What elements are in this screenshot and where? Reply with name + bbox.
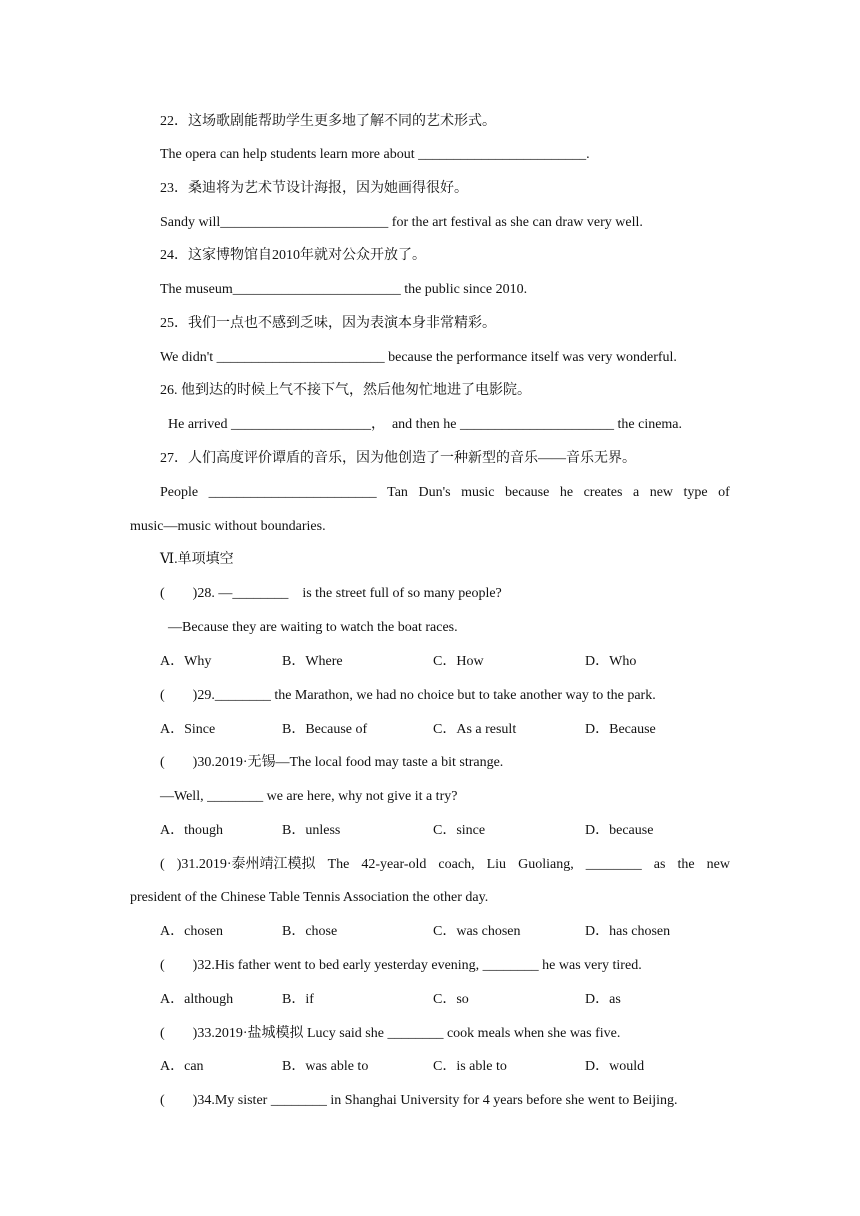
q23-english: Sandy will________________________ for the art festival as she can draw very well.	[160, 215, 643, 230]
word: Tan	[387, 485, 408, 500]
q24-chinese: 24．这家博物馆自2010年就对公众开放了。	[160, 248, 426, 263]
word: he	[559, 485, 574, 500]
q25-english: We didn't ________________________ because the performance itself was very wonderful.	[160, 350, 677, 365]
q24-english: The museum________________________ the public since 2010.	[160, 282, 528, 297]
word: because	[505, 485, 550, 500]
option-b: B．unless	[282, 823, 341, 838]
option-d: D．Who	[585, 654, 637, 669]
word: )31.2019·泰州靖江模拟	[176, 857, 316, 872]
q27-english-line1	[160, 483, 730, 503]
q26-chinese: 26. 他到达的时候上气不接下气，然后他匆忙地进了电影院。	[160, 383, 531, 398]
option-c: C．How	[433, 654, 484, 669]
option-a: A．although	[160, 992, 234, 1007]
word: type	[683, 485, 708, 500]
q26-english: He arrived ____________________， and then he ______________________ the cinema.	[168, 417, 683, 432]
option-a: A．chosen	[160, 924, 223, 939]
q31-stem-line2: president of the Chinese Table Tennis Association the other day.	[130, 890, 489, 905]
option-d: D．has chosen	[585, 924, 671, 939]
word: coach,	[438, 857, 475, 872]
option-a: A．Why	[160, 654, 212, 669]
word: new	[706, 857, 730, 872]
q33-stem: ( )33.2019·盐城模拟 Lucy said she ________ cook meals when she was five.	[160, 1026, 621, 1041]
option-c: C．so	[433, 992, 469, 1007]
option-b: B．if	[282, 992, 314, 1007]
word: music	[461, 485, 495, 500]
word: creates	[583, 485, 623, 500]
section-title: Ⅵ.单项填空	[160, 552, 234, 567]
word: People	[160, 485, 199, 500]
q34-stem: ( )34.My sister ________ in Shanghai University for 4 years before she went to Beijing.	[160, 1093, 678, 1108]
word: Guoliang,	[518, 857, 574, 872]
word: Dun's	[418, 485, 451, 500]
blank: ________	[585, 857, 642, 872]
word: new	[649, 485, 674, 500]
option-d: D．as	[585, 992, 621, 1007]
word: as	[653, 857, 666, 872]
word: Liu	[486, 857, 507, 872]
option-a: A．though	[160, 823, 223, 838]
option-c: C．was chosen	[433, 924, 521, 939]
q29-stem: ( )29.________ the Marathon, we had no choice but to take another way to the park.	[160, 688, 656, 703]
q23-chinese: 23．桑迪将为艺术节设计海报，因为她画得很好。	[160, 181, 468, 196]
q30-reply: —Well, ________ we are here, why not give it a try?	[160, 789, 458, 804]
option-c: C．since	[433, 823, 486, 838]
q22-english: The opera can help students learn more about ________________________.	[160, 147, 590, 162]
q28-reply: —Because they are waiting to watch the boat races.	[168, 620, 458, 635]
word: a	[632, 485, 640, 500]
q31-stem-line1	[160, 855, 730, 875]
q28-stem: ( )28. —________ is the street full of so many people?	[160, 586, 502, 601]
option-d: D．would	[585, 1059, 645, 1074]
blank: ________________________	[208, 485, 377, 500]
q22-chinese: 22．这场歌剧能帮助学生更多地了解不同的艺术形式。	[160, 114, 496, 129]
word: The	[327, 857, 350, 872]
q27-english-line2: music—music without boundaries.	[130, 519, 326, 534]
word: the	[677, 857, 695, 872]
option-b: B．Because of	[282, 722, 368, 737]
option-c: C．As a result	[433, 722, 517, 737]
option-b: B．Where	[282, 654, 343, 669]
word: 42-year-old	[361, 857, 427, 872]
q30-stem: ( )30.2019·无锡—The local food may taste a bit strange.	[160, 755, 504, 770]
q32-stem: ( )32.His father went to bed early yesterday evening, ________ he was very tired.	[160, 958, 642, 973]
q25-chinese: 25．我们一点也不感到乏味，因为表演本身非常精彩。	[160, 316, 496, 331]
option-a: A．can	[160, 1059, 204, 1074]
option-a: A．Since	[160, 722, 216, 737]
q27-chinese: 27．人们高度评价谭盾的音乐，因为他创造了一种新型的音乐——音乐无界。	[160, 451, 636, 466]
option-d: D．Because	[585, 722, 656, 737]
word: (	[160, 857, 165, 872]
option-b: B．chose	[282, 924, 338, 939]
word: of	[718, 485, 730, 500]
option-b: B．was able to	[282, 1059, 369, 1074]
option-d: D．because	[585, 823, 654, 838]
option-c: C．is able to	[433, 1059, 507, 1074]
